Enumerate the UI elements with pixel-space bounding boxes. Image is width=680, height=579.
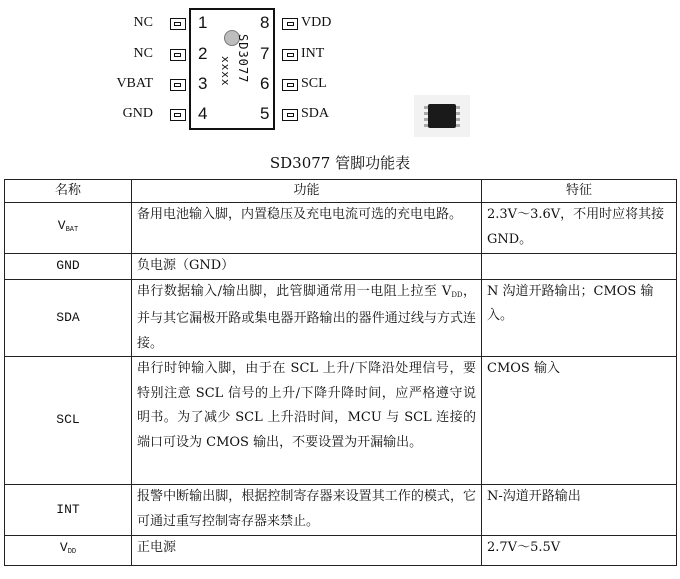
header-name: 名称 (5, 180, 132, 203)
pin-lead-6 (282, 79, 298, 91)
table-row-sda (5, 279, 677, 357)
pin-lead-3 (170, 79, 186, 91)
cell-name-vdd (5, 536, 132, 566)
name-main: V (59, 540, 68, 555)
cell-name-gnd: GND (5, 254, 132, 280)
cell-function-gnd: 负电源（GND） (132, 254, 482, 280)
chip-leg (456, 106, 460, 109)
function-text-part1: 串行数据输入/输出脚，此管脚通常用一电阻上拉至 V (137, 283, 452, 299)
table-header-row (5, 180, 677, 203)
pin-number-3: 3 (198, 74, 208, 93)
pin-label-4: GND (122, 106, 153, 121)
cell-feature-gnd (482, 254, 677, 280)
pin-number-6: 6 (260, 74, 270, 93)
function-subscript: DD (451, 290, 463, 299)
table-title: SD3077 管脚功能表 (269, 154, 411, 172)
chip-leg (456, 124, 460, 127)
chip-leg (424, 118, 428, 121)
pin-number-4: 4 (198, 104, 208, 123)
table-row-scl (5, 357, 677, 485)
pin-number-7: 7 (260, 44, 270, 63)
header-function: 功能 (132, 180, 482, 203)
name-subscript: BAT (65, 225, 79, 234)
pin-label-2: NC (133, 46, 153, 61)
pin-lead-2 (170, 49, 186, 61)
pin-number-2: 2 (198, 44, 208, 63)
cell-function-vbat: 备用电池输入脚，内置稳压及充电电流可选的充电电路。 (132, 203, 482, 254)
chip-package-body (428, 104, 456, 128)
header-feature: 特征 (482, 180, 677, 203)
chip-leg (456, 112, 460, 115)
chip-leg (456, 118, 460, 121)
table-row-vbat (5, 203, 677, 254)
chip-date-code: xxxx (219, 56, 232, 87)
pin-label-1: NC (133, 15, 153, 30)
pin-label-5: SDA (301, 106, 330, 121)
name-subscript: DD (67, 548, 77, 556)
pin-number-5: 5 (260, 104, 270, 123)
cell-name-sda: SDA (5, 279, 132, 357)
chip-leg (424, 124, 428, 127)
table-row-int (5, 485, 677, 536)
pin-label-7: INT (301, 46, 325, 61)
cell-function-sda (132, 279, 482, 357)
cell-feature-scl: CMOS 输入 (482, 357, 677, 485)
pin-number-1: 1 (198, 13, 208, 32)
table-row-vdd (5, 536, 677, 566)
pin-diagram (0, 0, 680, 140)
chip-package-photo (414, 95, 470, 137)
cell-function-vdd: 正电源 (132, 536, 482, 566)
cell-feature-int: N-沟道开路输出 (482, 485, 677, 536)
pin-function-table (4, 179, 677, 566)
chip-part-number: SD3077 (236, 34, 250, 84)
pin-number-8: 8 (260, 13, 270, 32)
cell-feature-sda: N 沟道开路输出；CMOS 输入。 (482, 279, 677, 357)
pin-lead-1 (170, 18, 186, 30)
pin-lead-7 (282, 49, 298, 61)
chip-leg (424, 106, 428, 109)
pin-label-3: VBAT (116, 76, 153, 91)
pin-lead-8 (282, 18, 298, 30)
cell-function-int: 报警中断输出脚，根据控制寄存器来设置其工作的模式，它可通过重写控制寄存器来禁止。 (132, 485, 482, 536)
chip-leg (424, 112, 428, 115)
cell-function-scl: 串行时钟输入脚，由于在 SCL 上升/下降沿处理信号，要特别注意 SCL 信号的上升/下降升降时间，应严格遵守说明书。为了减少 SCL 上升沿时间，MCU 与 SCL 连接的端口可设为 CMOS 输出，不要设置为开漏输出。 (132, 357, 482, 485)
function-text-part2: ，并与其它漏极开路或集电器开路输出的器件通过线与方式连接。 (137, 283, 476, 351)
cell-feature-vdd: 2.7V～5.5V (482, 536, 677, 566)
table-row-gnd (5, 254, 677, 280)
pin-lead-5 (282, 109, 298, 121)
pin-label-6: SCL (301, 76, 327, 91)
pin-label-8: VDD (301, 15, 332, 30)
cell-feature-vbat: 2.3V～3.6V，不用时应将其接 GND。 (482, 203, 677, 254)
cell-name-scl: SCL (5, 357, 132, 485)
cell-name-int: INT (5, 485, 132, 536)
name-main: V (57, 217, 66, 233)
cell-name-vbat (5, 203, 132, 254)
pin-lead-4 (170, 109, 186, 121)
